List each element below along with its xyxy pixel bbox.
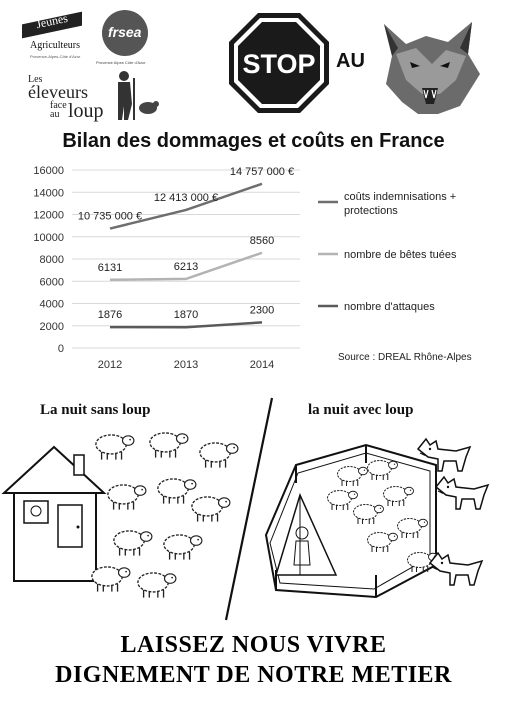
chart-source: Source : DREAL Rhône-Alpes: [338, 352, 472, 363]
sheep-icon: [150, 433, 188, 458]
frsea-logo: [96, 10, 156, 74]
sheep-icon: [138, 573, 176, 598]
sheep-icon: [114, 531, 152, 556]
sheep-icon: [338, 467, 368, 487]
y-tick-label: 2000: [39, 320, 64, 333]
shepherd-icon: [110, 68, 160, 122]
data-label: 1870: [173, 309, 199, 322]
night-without-wolf-illustration: [0, 425, 260, 615]
y-tick-label: 4000: [39, 298, 64, 311]
sheep-icon: [328, 491, 358, 511]
x-tick-label: 2013: [173, 359, 199, 371]
y-tick-label: 16000: [33, 165, 64, 177]
legend-label: coûts indemnisations + protections: [344, 191, 457, 217]
logo-region-text: Provence-Alpes-Côte d'Azur: [30, 54, 81, 59]
sheep-icon: [192, 497, 230, 522]
logo-loup: loup: [68, 100, 104, 122]
x-tick-label: 2014: [249, 359, 275, 371]
data-label: 6131: [97, 261, 123, 274]
wolf-icon: [418, 439, 470, 471]
shepherd-in-tent-icon: [276, 495, 336, 575]
data-label: 1876: [97, 309, 123, 322]
sheep-icon: [92, 567, 130, 592]
sheep-icon: [368, 461, 398, 481]
sheep-icon: [158, 479, 196, 504]
eleveurs-face-au-loup-logo: [28, 74, 158, 124]
y-tick-label: 14000: [33, 187, 64, 200]
y-tick-label: 10000: [33, 231, 64, 244]
logo-face: face: [50, 100, 67, 111]
slogan-line-2: DIGNEMENT DE NOTRE METIER: [55, 662, 452, 688]
logo-au: au: [50, 109, 60, 120]
sheep-icon: [384, 487, 414, 507]
logo-eleveurs: éleveurs: [28, 82, 88, 102]
sheep-icon: [398, 519, 428, 539]
logo-les: Les: [28, 74, 43, 85]
jeunes-agriculteurs-logo: [22, 10, 88, 64]
night-with-wolf-illustration: [256, 425, 506, 615]
data-label: 10 735 000 €: [77, 210, 143, 223]
sheep-icon: [96, 435, 134, 460]
data-label: 14 757 000 €: [229, 165, 295, 178]
data-label: 12 413 000 €: [153, 191, 219, 204]
logo-jeunes-text: Jeunes: [34, 10, 70, 32]
chart-title: Bilan des dommages et coûts en France: [62, 130, 445, 152]
slogan-line-1: LAISSEZ NOUS VIVRE: [120, 632, 387, 658]
wolf-icon: [436, 477, 488, 509]
sheep-icon: [354, 505, 384, 525]
left-panel-caption: La nuit sans loup: [40, 402, 151, 418]
sheep-icon: [200, 443, 238, 468]
legend-label: nombre de bêtes tuées: [344, 249, 457, 261]
house-icon: [4, 447, 104, 581]
logo-agriculteurs-text: Agriculteurs: [30, 40, 80, 51]
y-tick-label: 0: [57, 343, 64, 355]
wolf-head-icon: [376, 14, 486, 114]
sheep-icon: [164, 535, 202, 560]
y-tick-label: 6000: [39, 276, 64, 289]
au-text: AU: [336, 50, 365, 72]
data-label: 8560: [249, 234, 275, 247]
series-line: [110, 322, 262, 327]
sheep-icon: [368, 533, 398, 553]
logo-frsea-region: Provence Alpes Côte d'Azur: [96, 60, 146, 65]
stop-sign-icon: [228, 12, 330, 114]
wolf-icon: [430, 553, 482, 585]
sheep-icon: [108, 485, 146, 510]
y-tick-label: 8000: [39, 254, 64, 266]
x-tick-label: 2012: [97, 359, 123, 371]
data-label: 6213: [173, 260, 199, 273]
legend-label: nombre d'attaques: [344, 301, 435, 313]
right-panel-caption: la nuit avec loup: [308, 402, 414, 418]
logo-frsea-text: frsea: [108, 24, 142, 40]
y-tick-label: 12000: [33, 209, 64, 222]
data-label: 2300: [249, 304, 275, 317]
stop-text: STOP: [242, 49, 316, 79]
